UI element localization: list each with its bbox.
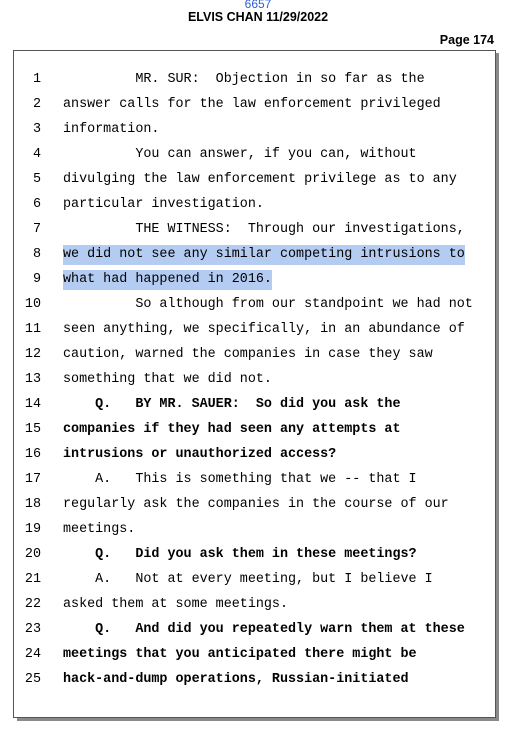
line-number: 6 — [32, 197, 41, 212]
line-number: 25 — [24, 672, 41, 687]
line-text: particular investigation. — [63, 197, 264, 212]
line-text: something that we did not. — [63, 372, 272, 387]
line-text: regularly ask the companies in the course of our — [63, 497, 449, 512]
transcript-line — [14, 318, 495, 343]
line-number: 16 — [24, 447, 41, 462]
line-number: 5 — [32, 172, 41, 187]
line-number: 3 — [32, 122, 41, 137]
line-text: A. Not at every meeting, but I believe I — [63, 572, 433, 587]
transcript-page — [13, 50, 496, 718]
transcript-line — [14, 293, 495, 318]
line-number: 9 — [32, 272, 41, 287]
transcript-line — [14, 243, 495, 268]
transcript-line — [14, 218, 495, 243]
line-text: divulging the law enforcement privilege as to any — [63, 172, 457, 187]
line-number: 11 — [24, 322, 41, 337]
line-number: 12 — [24, 347, 41, 362]
transcript-line — [14, 343, 495, 368]
transcript-line — [14, 118, 495, 143]
transcript-line — [14, 268, 495, 293]
page-number: Page 174 — [439, 33, 494, 47]
transcript-line — [14, 168, 495, 193]
line-text: A. This is something that we -- that I — [63, 472, 417, 487]
highlighted-line-text: we did not see any similar competing intrusions to — [63, 245, 465, 265]
transcript-line — [14, 368, 495, 393]
line-number: 4 — [32, 147, 41, 162]
line-number: 2 — [32, 97, 41, 112]
line-text: MR. SUR: Objection in so far as the — [63, 72, 425, 87]
line-number: 14 — [24, 397, 41, 412]
line-number: 17 — [24, 472, 41, 487]
line-number: 21 — [24, 572, 41, 587]
line-number: 10 — [24, 297, 41, 312]
transcript-line — [14, 593, 495, 618]
line-text: meetings that you anticipated there might be — [63, 647, 417, 662]
bates-number: 6657 — [244, 0, 272, 11]
deposition-header: ELVIS CHAN 11/29/2022 — [187, 10, 329, 24]
line-number: 23 — [24, 622, 41, 637]
line-text: companies if they had seen any attempts at — [63, 422, 401, 437]
transcript-line — [14, 643, 495, 668]
line-text: Q. Did you ask them in these meetings? — [63, 547, 417, 562]
line-text: Q. And did you repeatedly warn them at these — [63, 622, 465, 637]
line-text: Q. BY MR. SAUER: So did you ask the — [63, 397, 401, 412]
line-text: intrusions or unauthorized access? — [63, 447, 337, 462]
line-number: 7 — [32, 222, 41, 237]
transcript-line — [14, 668, 495, 693]
transcript-line — [14, 443, 495, 468]
line-number: 19 — [24, 522, 41, 537]
line-text: information. — [63, 122, 160, 137]
line-text: So although from our standpoint we had not — [63, 297, 473, 312]
transcript-line — [14, 68, 495, 93]
line-number: 8 — [32, 247, 41, 262]
transcript-line — [14, 143, 495, 168]
line-text: You can answer, if you can, without — [63, 147, 417, 162]
transcript-line — [14, 518, 495, 543]
line-text: asked them at some meetings. — [63, 597, 288, 612]
transcript-line — [14, 393, 495, 418]
transcript-line — [14, 418, 495, 443]
line-number: 15 — [24, 422, 41, 437]
line-number: 20 — [24, 547, 41, 562]
transcript-line — [14, 618, 495, 643]
line-number: 22 — [24, 597, 41, 612]
transcript-line — [14, 543, 495, 568]
line-number: 24 — [24, 647, 41, 662]
line-number: 13 — [24, 372, 41, 387]
line-text: caution, warned the companies in case they saw — [63, 347, 433, 362]
transcript-line — [14, 193, 495, 218]
line-number: 1 — [32, 72, 41, 87]
transcript-line — [14, 93, 495, 118]
line-text: hack-and-dump operations, Russian-initiated — [63, 672, 409, 687]
line-number: 18 — [24, 497, 41, 512]
transcript-line — [14, 568, 495, 593]
transcript-line — [14, 468, 495, 493]
transcript-line — [14, 493, 495, 518]
line-text: meetings. — [63, 522, 136, 537]
highlighted-line-text: what had happened in 2016. — [63, 270, 272, 290]
line-text: THE WITNESS: Through our investigations, — [63, 222, 465, 237]
line-text: answer calls for the law enforcement privileged — [63, 97, 441, 112]
line-text: seen anything, we specifically, in an abundance of — [63, 322, 465, 337]
